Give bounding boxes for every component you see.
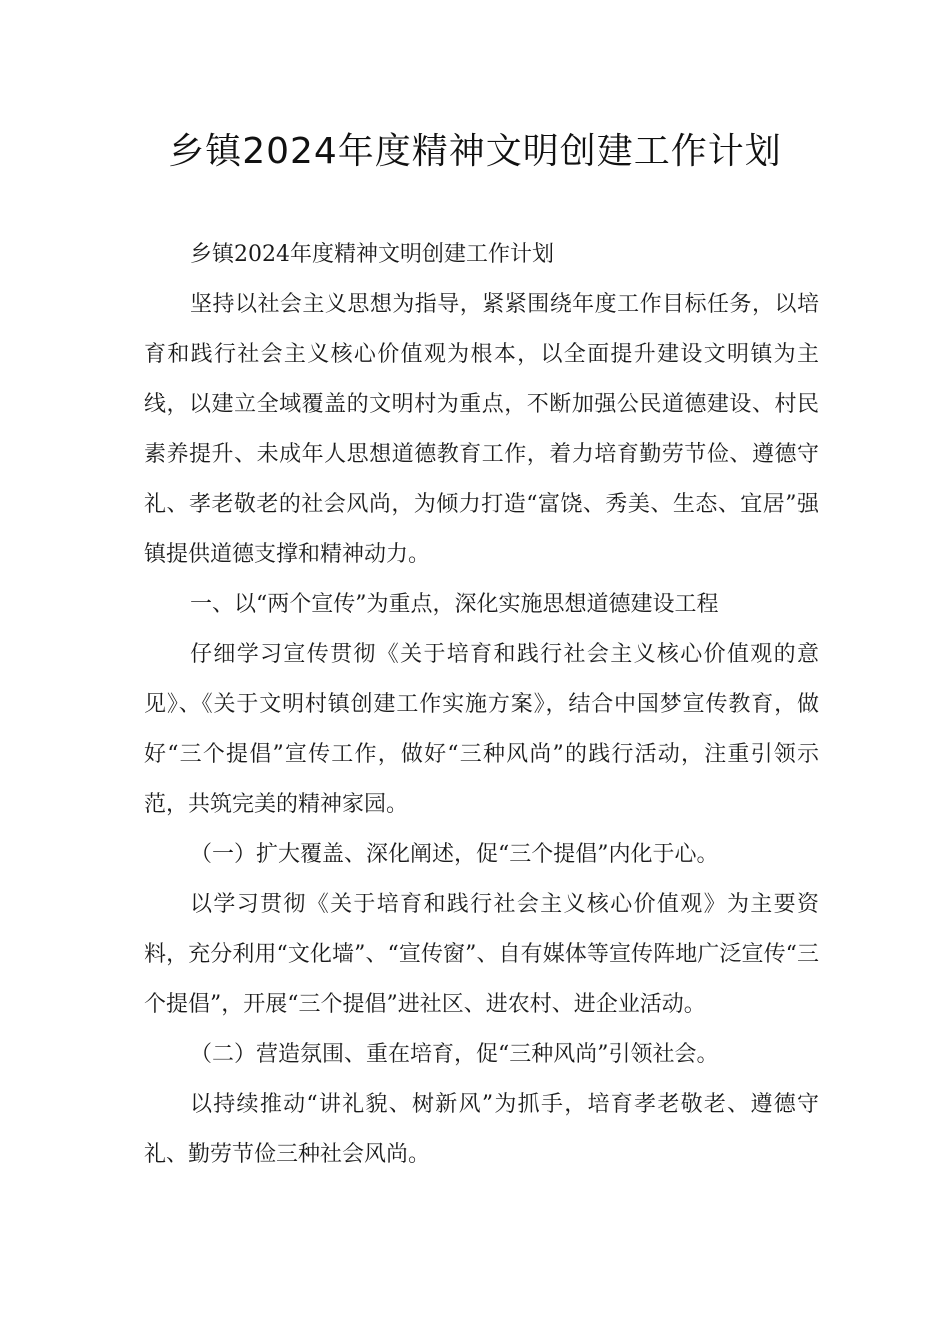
subsection-1-paragraph: 以学习贯彻《关于培育和践行社会主义核心价值观》为主要资料，充分利用“文化墙”、“宣传窗”、自有媒体等宣传阵地广泛宣传“三个提倡”，开展“三个提倡”进社区、进农村、进企业活动。	[144, 892, 819, 1017]
section-1-paragraph: 仔细学习宣传贯彻《关于培育和践行社会主义核心价值观的意见》、《关于文明村镇创建工作实施方案》，结合中国梦宣传教育，做好“三个提倡”宣传工作，做好“三种风尚”的践行活动，注重引领示范，共筑完美的精神家园。	[144, 642, 819, 817]
subsection-heading-2: （二）营造氛围、重在培育，促“三种风尚”引领社会。	[190, 1042, 719, 1067]
subsection-2-paragraph: 以持续推动“讲礼貌、树新风”为抓手，培育孝老敬老、遵德守礼、勤劳节俭三种社会风尚。	[144, 1092, 819, 1167]
subsection-heading-1: （一）扩大覆盖、深化阐述，促“三个提倡”内化于心。	[190, 842, 719, 867]
document-body	[144, 230, 819, 1180]
intro-paragraph: 坚持以社会主义思想为指导，紧紧围绕年度工作目标任务，以培育和践行社会主义核心价值观为根本，以全面提升建设文明镇为主线，以建立全域覆盖的文明村为重点，不断加强公民道德建设、村民素养提升、未成年人思想道德教育工作，着力培育勤劳节俭、遵德守礼、孝老敬老的社会风尚，为倾力打造“富饶、秀美、生态、宜居”强镇提供道德支撑和精神动力。	[144, 292, 819, 567]
document-title: 乡镇2024年度精神文明创建工作计划	[168, 131, 782, 172]
section-heading-1: 一、以“两个宣传”为重点，深化实施思想道德建设工程	[190, 592, 719, 617]
subtitle-paragraph: 乡镇2024年度精神文明创建工作计划	[190, 242, 554, 267]
